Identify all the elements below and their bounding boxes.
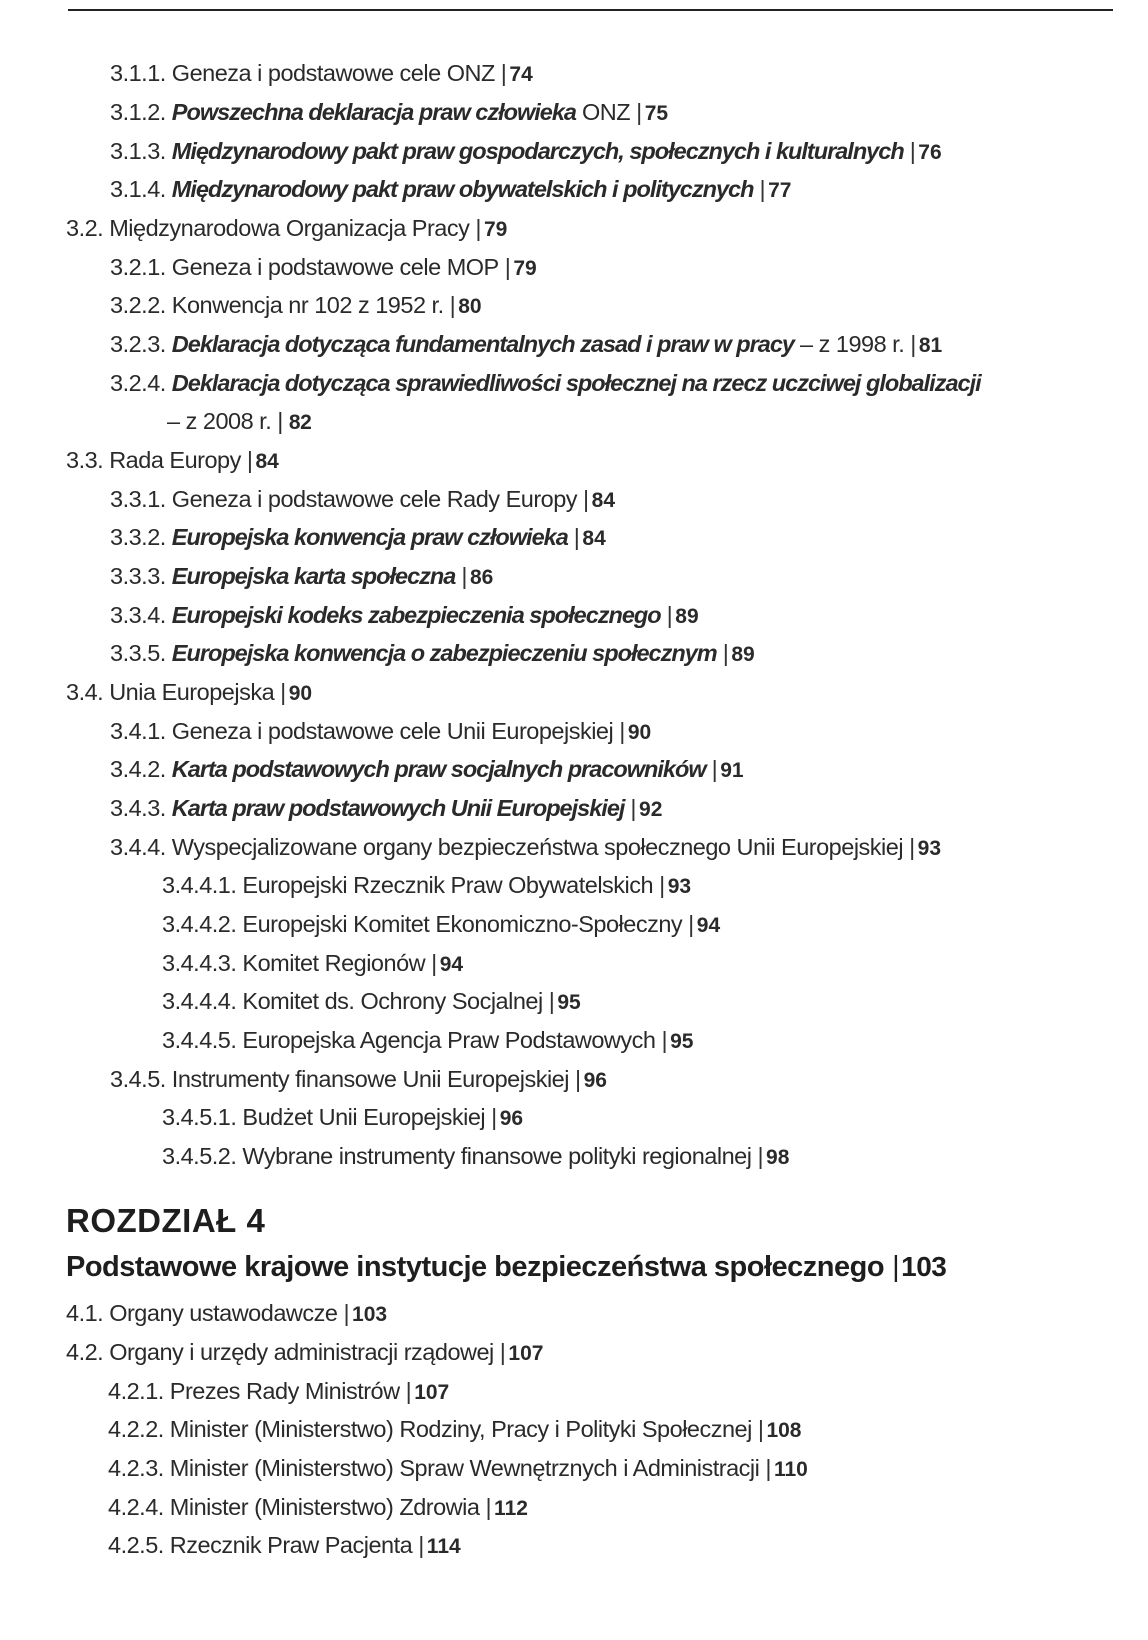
toc-entry-page: 74 bbox=[509, 63, 533, 86]
toc-entry bbox=[66, 445, 279, 477]
toc-entry-number: 3.4.4.2. bbox=[162, 911, 237, 937]
toc-entry-title: Minister (Ministerstwo) Rodziny, Pracy i Polityki Społecznej bbox=[169, 1416, 752, 1442]
toc-entry-page: 98 bbox=[766, 1146, 790, 1169]
toc-entry bbox=[162, 1141, 789, 1173]
toc-entry-title: Organy i urzędy administracji rządowej bbox=[109, 1339, 494, 1365]
toc-entry-page: 95 bbox=[670, 1030, 694, 1053]
toc-entry-number: 4.2.4. bbox=[108, 1494, 164, 1520]
toc-entry-number: 3.4.5. bbox=[110, 1066, 166, 1092]
toc-entry bbox=[110, 368, 981, 398]
toc-entry-page: 107 bbox=[414, 1381, 450, 1404]
page-separator: | bbox=[909, 138, 916, 164]
toc-entry-title: Unia Europejska bbox=[109, 679, 275, 705]
page-separator: | bbox=[759, 176, 766, 202]
toc-entry bbox=[66, 1337, 543, 1369]
page-separator: | bbox=[574, 1066, 581, 1092]
toc-entry bbox=[162, 1102, 523, 1134]
toc-entry-page: 91 bbox=[720, 759, 744, 782]
page-separator: | bbox=[619, 718, 625, 744]
toc-entry-page: 89 bbox=[731, 643, 755, 666]
toc-entry-title: Komitet ds. Ochrony Socjalnej bbox=[242, 988, 543, 1014]
toc-entry bbox=[66, 213, 507, 245]
toc-entry-number: 3.4.5.1. bbox=[162, 1104, 237, 1130]
toc-entry bbox=[108, 1453, 808, 1485]
page-separator: | bbox=[892, 1251, 900, 1283]
toc-entry-page: 79 bbox=[484, 218, 508, 241]
page-separator: | bbox=[418, 1532, 424, 1558]
toc-entry bbox=[110, 58, 533, 90]
toc-entry bbox=[110, 754, 744, 786]
toc-entry-number: 3.3. bbox=[66, 447, 104, 473]
toc-entry-page: 94 bbox=[696, 914, 721, 937]
toc-entry-page: 89 bbox=[675, 605, 699, 628]
toc-entry-number: 3.2.4. bbox=[110, 370, 166, 396]
toc-entry-number: 3.4.3. bbox=[110, 795, 166, 821]
toc-entry-page: 84 bbox=[591, 489, 616, 512]
toc-entry-title: Deklaracja dotycząca fundamentalnych zasad i praw w pracy bbox=[171, 331, 794, 357]
toc-entry-page: 96 bbox=[583, 1069, 607, 1092]
toc-entry bbox=[66, 1298, 387, 1330]
page-separator: | bbox=[688, 911, 694, 937]
toc-entry-title: Geneza i podstawowe cele Unii Europejskiej bbox=[171, 718, 614, 744]
toc-entry-number: 4.2. bbox=[66, 1339, 104, 1365]
page-separator: | bbox=[491, 1104, 497, 1130]
toc-entry-number: 3.4.4.1. bbox=[162, 872, 237, 898]
page-separator: | bbox=[630, 795, 637, 821]
toc-entry bbox=[66, 677, 312, 709]
page-separator: | bbox=[573, 524, 580, 550]
page-separator: | bbox=[475, 215, 481, 241]
toc-entry-title: Europejski kodeks zabezpieczenia społecznego bbox=[171, 602, 661, 628]
toc-entry-page: 92 bbox=[639, 798, 663, 821]
toc-entry-number: 3.4.4. bbox=[110, 834, 166, 860]
chapter-label: ROZDZIAŁ 4 bbox=[66, 1202, 266, 1239]
toc-entry bbox=[108, 1530, 461, 1562]
toc-entry-number: 3.2.1. bbox=[110, 254, 166, 280]
toc-entry bbox=[110, 136, 942, 168]
page-separator: | bbox=[722, 640, 729, 666]
toc-entry-number: 3.4.4.3. bbox=[162, 950, 237, 976]
toc-entry bbox=[110, 484, 615, 516]
toc-entry-number: 3.1.3. bbox=[110, 138, 166, 164]
toc-entry bbox=[108, 1492, 528, 1524]
toc-entry-title: Międzynarodowy pakt praw obywatelskich i politycznych bbox=[171, 176, 754, 202]
toc-entry-page: 84 bbox=[582, 527, 606, 550]
toc-entry bbox=[110, 832, 941, 864]
toc-entry-title: Europejska Agencja Praw Podstawowych bbox=[242, 1027, 656, 1053]
page-separator: | bbox=[485, 1494, 492, 1520]
page-separator: | bbox=[246, 447, 253, 473]
toc-entry bbox=[110, 638, 755, 670]
toc-entry-title: Międzynarodowa Organizacja Pracy bbox=[109, 215, 470, 241]
toc-entry-number: 4.2.5. bbox=[108, 1532, 164, 1558]
page-separator: | bbox=[504, 254, 511, 280]
toc-entry bbox=[110, 600, 699, 632]
toc-entry-number: 3.3.2. bbox=[110, 524, 166, 550]
toc-entry-page: 94 bbox=[439, 953, 464, 976]
toc-entry-page: 75 bbox=[644, 102, 669, 125]
toc-entry-number: 3.4.1. bbox=[110, 718, 166, 744]
toc-entry-number: 3.2.3. bbox=[110, 331, 166, 357]
toc-entry-title: Wyspecjalizowane organy bezpieczeństwa społecznego Unii Europejskiej bbox=[171, 834, 904, 860]
toc-entry-number: 4.2.1. bbox=[108, 1378, 164, 1404]
page-separator: | bbox=[405, 1378, 412, 1404]
toc-entry-title: Karta praw podstawowych Unii Europejskiej bbox=[171, 795, 625, 821]
toc-entry bbox=[162, 1025, 693, 1057]
toc-entry bbox=[110, 716, 651, 748]
toc-entry-number: 3.1.1. bbox=[110, 60, 166, 86]
page-separator: | bbox=[499, 1339, 506, 1365]
toc-entry bbox=[110, 329, 942, 361]
toc-entry-title: Minister (Ministerstwo) Spraw Wewnętrznych i Administracji bbox=[169, 1455, 760, 1481]
toc-entry-title: Europejska konwencja praw człowieka bbox=[171, 524, 568, 550]
toc-entry bbox=[110, 290, 482, 322]
toc-entry-suffix: ONZ bbox=[575, 99, 631, 125]
toc-entry-title: Powszechna deklaracja praw człowieka bbox=[171, 99, 576, 125]
toc-entry-title: Instrumenty finansowe Unii Europejskiej bbox=[171, 1066, 569, 1092]
toc-entry-page: 80 bbox=[458, 295, 482, 318]
toc-entry-title: Organy ustawodawcze bbox=[109, 1300, 338, 1326]
toc-entry bbox=[162, 870, 691, 902]
toc-entry-number: 4.2.3. bbox=[108, 1455, 164, 1481]
toc-entry-page: 77 bbox=[768, 179, 792, 202]
toc-entry-number: 4.2.2. bbox=[108, 1416, 164, 1442]
page-separator: | bbox=[666, 602, 673, 628]
toc-entry-title: Europejska konwencja o zabezpieczeniu społecznym bbox=[171, 640, 717, 666]
toc-entry-title: Minister (Ministerstwo) Zdrowia bbox=[169, 1494, 480, 1520]
page-separator: | bbox=[636, 99, 642, 125]
page-separator: | bbox=[711, 756, 718, 782]
toc-entry bbox=[108, 1376, 449, 1408]
chapter-title-text: Podstawowe krajowe instytucje bezpieczeństwa społecznego bbox=[66, 1251, 885, 1283]
toc-entry bbox=[162, 909, 720, 941]
toc-entry-page: 96 bbox=[499, 1107, 524, 1130]
toc-entry-title: Konwencja nr 102 z 1952 r. bbox=[171, 292, 444, 318]
toc-entry-number: 3.3.5. bbox=[110, 640, 166, 666]
toc-entry bbox=[110, 252, 537, 284]
toc-entry-page: 108 bbox=[766, 1419, 802, 1442]
toc-entry-number: 3.1.4. bbox=[110, 176, 166, 202]
toc-entry-page: 84 bbox=[255, 450, 279, 473]
toc-entry-number: 3.3.3. bbox=[110, 563, 166, 589]
toc-entry-number: 3.4.2. bbox=[110, 756, 166, 782]
page-separator: | bbox=[661, 1027, 668, 1053]
toc-entry bbox=[110, 97, 668, 129]
toc-entry-title: Karta podstawowych praw socjalnych pracowników bbox=[171, 756, 706, 782]
toc-entry-page: 93 bbox=[917, 837, 942, 860]
toc-entry-title: Geneza i podstawowe cele MOP bbox=[171, 254, 499, 280]
page-separator: | bbox=[271, 408, 289, 434]
toc-entry-number: 4.1. bbox=[66, 1300, 104, 1326]
toc-entry-number: 3.4.5.2. bbox=[162, 1143, 237, 1169]
toc-entry-number: 3.4.4.5. bbox=[162, 1027, 237, 1053]
page-separator: | bbox=[910, 331, 916, 357]
chapter-page-number: 103 bbox=[901, 1251, 947, 1282]
page-separator: | bbox=[548, 988, 555, 1014]
toc-entry-page: 79 bbox=[513, 257, 537, 280]
toc-entry-number: 3.2. bbox=[66, 215, 104, 241]
toc-entry-title: Deklaracja dotycząca sprawiedliwości społecznej na rzecz uczciwej globalizacji bbox=[171, 370, 981, 396]
toc-entry-page: 82 bbox=[288, 411, 312, 434]
toc-entry bbox=[110, 522, 606, 554]
toc-entry-page: 107 bbox=[508, 1342, 544, 1365]
toc-entry-title: Europejski Komitet Ekonomiczno-Społeczny bbox=[242, 911, 683, 937]
toc-entry-page: 114 bbox=[426, 1535, 461, 1558]
page-separator: | bbox=[461, 563, 467, 589]
toc-entry-suffix: – z 1998 r. bbox=[793, 331, 905, 357]
page-separator: | bbox=[343, 1300, 350, 1326]
toc-entry-suffix: – z 2008 r. bbox=[167, 408, 272, 434]
toc-entry-page: 93 bbox=[667, 875, 692, 898]
page-separator: | bbox=[757, 1143, 764, 1169]
toc-entry-number: 3.3.4. bbox=[110, 602, 166, 628]
toc-entry-page: 103 bbox=[352, 1303, 388, 1326]
page-separator: | bbox=[757, 1416, 764, 1442]
toc-entry bbox=[162, 986, 581, 1018]
toc-entry bbox=[110, 174, 791, 206]
toc-entry-page: 76 bbox=[918, 141, 942, 164]
toc-entry-number: 3.3.1. bbox=[110, 486, 166, 512]
toc-entry-page: 110 bbox=[773, 1458, 808, 1481]
toc-entry-number: 3.4.4.4. bbox=[162, 988, 237, 1014]
toc-entry-title: Wybrane instrumenty finansowe polityki regionalnej bbox=[242, 1143, 752, 1169]
toc-entry-page: 90 bbox=[288, 682, 313, 705]
toc-entry-title: Międzynarodowy pakt praw gospodarczych, społecznych i kulturalnych bbox=[171, 138, 904, 164]
toc-entry-title: Rada Europy bbox=[109, 447, 241, 473]
toc-entry-title: Prezes Rady Ministrów bbox=[169, 1378, 400, 1404]
page-separator: | bbox=[280, 679, 286, 705]
toc-entry-page: 90 bbox=[627, 721, 652, 744]
toc-entry-title: Geneza i podstawowe cele ONZ bbox=[171, 60, 495, 86]
toc-entry-page: 81 bbox=[918, 334, 943, 357]
page-separator: | bbox=[659, 872, 665, 898]
toc-entry-title: Budżet Unii Europejskiej bbox=[242, 1104, 486, 1130]
toc-entry-title: Komitet Regionów bbox=[242, 950, 426, 976]
toc-entry-page: 112 bbox=[494, 1497, 528, 1520]
toc-entry-title: Europejska karta społeczna bbox=[171, 563, 456, 589]
toc-entry-page: 86 bbox=[469, 566, 494, 589]
chapter-title bbox=[66, 1251, 946, 1284]
toc-entry bbox=[110, 793, 662, 825]
page-separator: | bbox=[765, 1455, 771, 1481]
toc-entry-number: 3.1.2. bbox=[110, 99, 166, 125]
page-separator: | bbox=[431, 950, 437, 976]
toc-entry-page: 95 bbox=[557, 991, 581, 1014]
toc-entry-number: 3.2.2. bbox=[110, 292, 166, 318]
toc-entry bbox=[110, 561, 493, 593]
toc-entry-title: Europejski Rzecznik Praw Obywatelskich bbox=[242, 872, 654, 898]
page-separator: | bbox=[500, 60, 507, 86]
toc-entry-title: Geneza i podstawowe cele Rady Europy bbox=[171, 486, 578, 512]
page-separator: | bbox=[909, 834, 915, 860]
toc-entry bbox=[110, 1064, 607, 1096]
toc-entry-title: Rzecznik Praw Pacjenta bbox=[169, 1532, 413, 1558]
toc-entry-continuation bbox=[167, 406, 311, 438]
toc-entry bbox=[108, 1414, 802, 1446]
page-separator: | bbox=[583, 486, 589, 512]
toc-entry bbox=[162, 948, 463, 980]
page-separator: | bbox=[449, 292, 456, 318]
toc-entry-number: 3.4. bbox=[66, 679, 104, 705]
